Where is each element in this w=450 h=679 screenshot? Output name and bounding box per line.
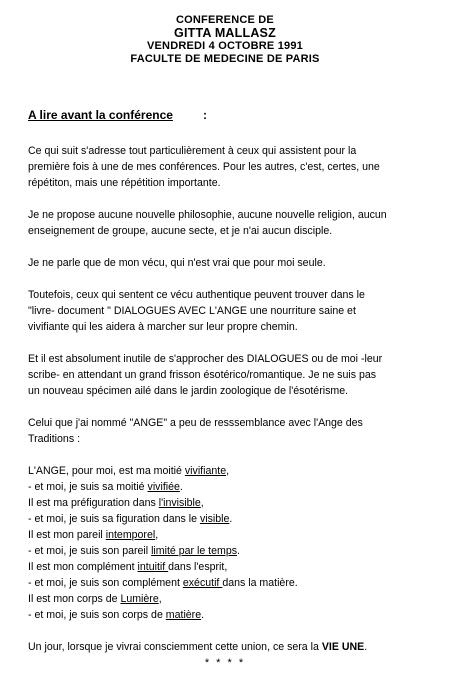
pair-line: - et moi, je suis son corps de matière. — [28, 609, 205, 621]
closing-line: Un jour, lorsque je vivrai consciemment cette union, ce sera la VIE UNE. — [28, 641, 368, 653]
pair-line: - et moi, je suis son complément exécutif dans la matière. — [28, 577, 298, 589]
speaker-name: GITTA MALLASZ — [174, 25, 276, 40]
end-stars: * * * * — [204, 657, 246, 669]
pair-line: L'ANGE, pour moi, est ma moitié vivifiante, — [28, 465, 230, 477]
paragraph-1 — [28, 143, 442, 191]
text-line: répétiton, mais une répétition importante. — [28, 177, 221, 189]
text-line: Celui que j'ai nommé "ANGE" a peu de resssemblance avec l'Ange des — [28, 417, 363, 429]
conference-place: FACULTE DE MEDECINE DE PARIS — [130, 52, 320, 65]
text-line: Traditions : — [28, 433, 81, 445]
text-line: première fois à une de mes conférences. Pour les autres, c'est, certes, une — [28, 161, 380, 173]
pair-line: - et moi, je suis sa figuration dans le visible. — [28, 513, 233, 525]
pair-line: Il est mon pareil intemporel, — [28, 529, 159, 541]
text-line: enseignement de groupe, aucune secte, et je n'ai aucun disciple. — [28, 225, 333, 237]
pair-line: Il est ma préfiguration dans l'invisible, — [28, 497, 204, 509]
closing-paragraph — [28, 639, 442, 655]
paragraph-6 — [28, 415, 442, 447]
text-line: vivifiante qui les aidera à marcher sur leur propre chemin. — [28, 321, 298, 333]
intro-colon: : — [203, 108, 207, 122]
text-line: scribe- en attendant un grand frisson ésotérico/romantique. Je ne suis pas — [28, 369, 377, 381]
text-line: Je ne propose aucune nouvelle philosophie, aucune nouvelle religion, aucun — [28, 209, 387, 221]
conference-date: VENDREDI 4 OCTOBRE 1991 — [146, 40, 303, 52]
pair-line: - et moi, je suis son pareil limité par le temps. — [28, 545, 240, 557]
text-line: un nouveau spécimen ailé dans le jardin zoologique de l'ésotérisme. — [28, 385, 349, 397]
text-line: Je ne parle que de mon vécu, qui n'est vrai que pour moi seule. — [28, 257, 326, 269]
paragraph-3 — [28, 255, 442, 271]
header-line1: CONFERENCE DE — [176, 14, 274, 26]
pair-line: - et moi, je suis sa moitié vivifiée. — [28, 481, 183, 493]
pairs-list — [28, 463, 442, 623]
paragraph-5 — [28, 351, 442, 399]
paragraph-2 — [28, 207, 442, 239]
intro-heading: A lire avant la conférence — [28, 108, 173, 122]
text-line: "livre- document " DIALOGUES AVEC L'ANGE une nourriture saine et — [28, 305, 356, 317]
text-line: Toutefois, ceux qui sentent ce vécu authentique peuvent trouver dans le — [28, 289, 365, 301]
text-line: Et il est absolument inutile de s'approcher des DIALOGUES ou de moi -leur — [28, 353, 383, 365]
paragraph-4 — [28, 287, 442, 335]
pair-line: Il est mon complément intuitif dans l'esprit, — [28, 561, 228, 573]
body-text — [28, 143, 442, 671]
pair-line: Il est mon corps de Lumière, — [28, 593, 162, 605]
text-line: Ce qui suit s'adresse tout particulièrement à ceux qui assistent pour la — [28, 145, 357, 157]
document-header — [0, 14, 450, 65]
